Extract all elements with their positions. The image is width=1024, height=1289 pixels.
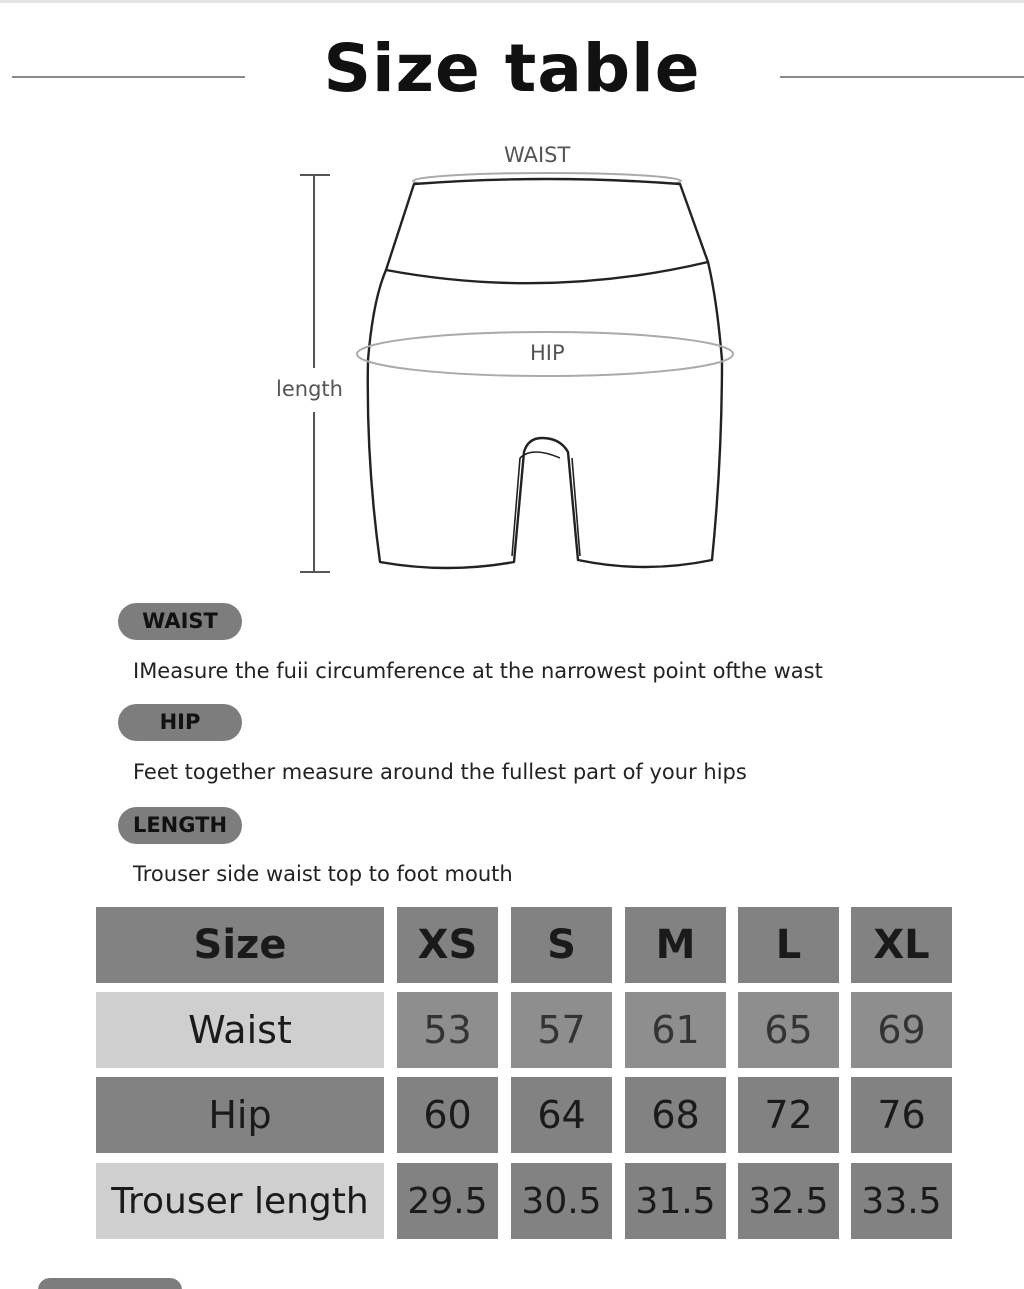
table-cell: 76 [851, 1077, 952, 1153]
table-cell: 57 [511, 992, 612, 1068]
table-row-label-hip: Hip [96, 1077, 384, 1153]
page-title: Size table [323, 30, 701, 107]
hip-instruction: Feet together measure around the fullest part of your hips [133, 760, 747, 784]
table-row-label-waist: Waist [96, 992, 384, 1068]
table-cell: 29.5 [397, 1163, 498, 1239]
hip-pill-label: HIP [118, 704, 242, 741]
table-header-xs: XS [397, 907, 498, 983]
table-cell: 32.5 [738, 1163, 839, 1239]
table-cell: 60 [397, 1077, 498, 1153]
waist-pill-label: WAIST [118, 603, 242, 640]
table-header-m: M [625, 907, 726, 983]
table-row-label-trouser-length: Trouser length [96, 1163, 384, 1239]
table-cell: 30.5 [511, 1163, 612, 1239]
table-cell: 72 [738, 1077, 839, 1153]
waist-instruction: IMeasure the fuii circumference at the narrowest point ofthe wast [133, 659, 823, 683]
hip-diagram-label: HIP [530, 341, 565, 365]
length-instruction: Trouser side waist top to foot mouth [133, 862, 513, 886]
length-diagram-label: length [276, 377, 343, 401]
table-cell: 64 [511, 1077, 612, 1153]
table-cell: 65 [738, 992, 839, 1068]
table-cell: 69 [851, 992, 952, 1068]
table-cell: 53 [397, 992, 498, 1068]
length-measure-line [300, 175, 330, 572]
table-header-size: Size [96, 907, 384, 983]
length-pill-label: LENGTH [118, 807, 242, 844]
table-header-l: L [738, 907, 839, 983]
shorts-diagram [0, 0, 1024, 600]
table-cell: 31.5 [625, 1163, 726, 1239]
waist-diagram-label: WAIST [504, 143, 571, 167]
table-header-s: S [511, 907, 612, 983]
table-cell: 33.5 [851, 1163, 952, 1239]
shorts-outline [368, 179, 722, 568]
table-header-xl: XL [851, 907, 952, 983]
table-cell: 61 [625, 992, 726, 1068]
cropped-pill [38, 1278, 182, 1289]
table-cell: 68 [625, 1077, 726, 1153]
